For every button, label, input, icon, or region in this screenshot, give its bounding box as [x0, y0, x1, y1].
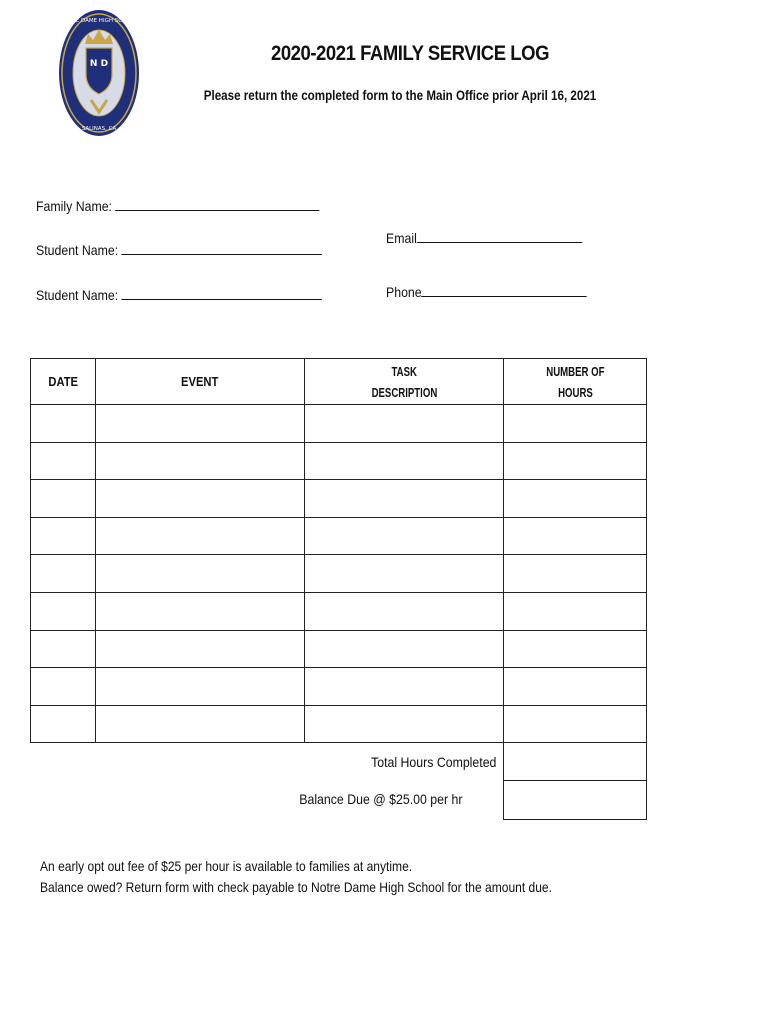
email-field[interactable] — [386, 230, 582, 246]
event-cell[interactable] — [96, 555, 305, 593]
email-label: Email — [386, 230, 417, 246]
date-cell[interactable] — [31, 442, 96, 480]
opt-out-note: An early opt out fee of $25 per hour is available to families at anytime. — [40, 858, 413, 874]
hours-cell[interactable] — [504, 630, 647, 668]
header-task-description: TASK DESCRIPTION — [305, 359, 504, 405]
task-description-cell[interactable] — [305, 630, 504, 668]
hours-cell[interactable] — [504, 480, 647, 518]
student-name-label-1: Student Name: — [36, 242, 119, 258]
table-header-row — [31, 359, 647, 405]
table-row — [31, 630, 647, 668]
service-log-table — [30, 358, 647, 743]
page-title: 2020-2021 FAMILY SERVICE LOG — [270, 42, 550, 65]
date-cell[interactable] — [31, 705, 96, 743]
school-seal-logo — [58, 8, 140, 138]
family-name-label: Family Name: — [36, 198, 112, 214]
student-name-field-2[interactable] — [36, 287, 322, 303]
balance-owed-note: Balance owed? Return form with check payable to Notre Dame High School for the amount due. — [40, 879, 552, 895]
table-row — [31, 705, 647, 743]
task-description-cell[interactable] — [305, 480, 504, 518]
task-description-cell[interactable] — [305, 668, 504, 706]
hours-cell[interactable] — [504, 405, 647, 443]
student-name-field-1[interactable] — [36, 242, 322, 258]
task-description-cell[interactable] — [305, 517, 504, 555]
phone-field[interactable] — [386, 284, 587, 300]
table-row — [31, 442, 647, 480]
student-name-label-2: Student Name: — [36, 287, 119, 303]
date-cell[interactable] — [31, 517, 96, 555]
table-row — [31, 405, 647, 443]
phone-label: Phone — [386, 284, 422, 300]
task-description-cell[interactable] — [305, 592, 504, 630]
event-cell[interactable] — [96, 592, 305, 630]
date-cell[interactable] — [31, 630, 96, 668]
header-number-of-hours: NUMBER OF HOURS — [504, 359, 647, 405]
date-cell[interactable] — [31, 480, 96, 518]
date-cell[interactable] — [31, 592, 96, 630]
header-event: EVENT — [96, 359, 305, 405]
event-cell[interactable] — [96, 405, 305, 443]
date-cell[interactable] — [31, 405, 96, 443]
seal-monogram: N D — [89, 59, 109, 69]
date-cell[interactable] — [31, 555, 96, 593]
hours-cell[interactable] — [504, 555, 647, 593]
seal-bottom-text: SALINAS, CA — [81, 126, 117, 132]
hours-cell[interactable] — [504, 592, 647, 630]
family-name-field[interactable] — [36, 198, 320, 214]
hours-cell[interactable] — [504, 442, 647, 480]
balance-due-box[interactable] — [503, 780, 647, 820]
family-name-line[interactable] — [116, 198, 320, 211]
event-cell[interactable] — [96, 480, 305, 518]
table-row — [31, 668, 647, 706]
phone-line[interactable] — [422, 284, 587, 297]
total-hours-label: Total Hours Completed — [370, 754, 496, 770]
seal-top-text: NOTRE DAME HIGH SCHOOL — [60, 18, 138, 24]
event-cell[interactable] — [96, 705, 305, 743]
event-cell[interactable] — [96, 630, 305, 668]
task-description-cell[interactable] — [305, 442, 504, 480]
hours-cell[interactable] — [504, 668, 647, 706]
task-description-cell[interactable] — [305, 555, 504, 593]
event-cell[interactable] — [96, 442, 305, 480]
task-description-cell[interactable] — [305, 705, 504, 743]
header-date: DATE — [31, 359, 96, 405]
total-hours-box[interactable] — [503, 742, 647, 781]
task-description-cell[interactable] — [305, 405, 504, 443]
student-name-line-2[interactable] — [122, 287, 323, 300]
date-cell[interactable] — [31, 668, 96, 706]
table-row — [31, 555, 647, 593]
page-subtitle: Please return the completed form to the Main Office prior April 16, 2021 — [203, 88, 597, 103]
email-line[interactable] — [417, 230, 582, 243]
hours-cell[interactable] — [504, 705, 647, 743]
table-row — [31, 592, 647, 630]
event-cell[interactable] — [96, 668, 305, 706]
student-name-line-1[interactable] — [122, 242, 323, 255]
table-row — [31, 517, 647, 555]
hours-cell[interactable] — [504, 517, 647, 555]
table-row — [31, 480, 647, 518]
event-cell[interactable] — [96, 517, 305, 555]
balance-due-label: Balance Due @ $25.00 per hr — [298, 791, 462, 807]
